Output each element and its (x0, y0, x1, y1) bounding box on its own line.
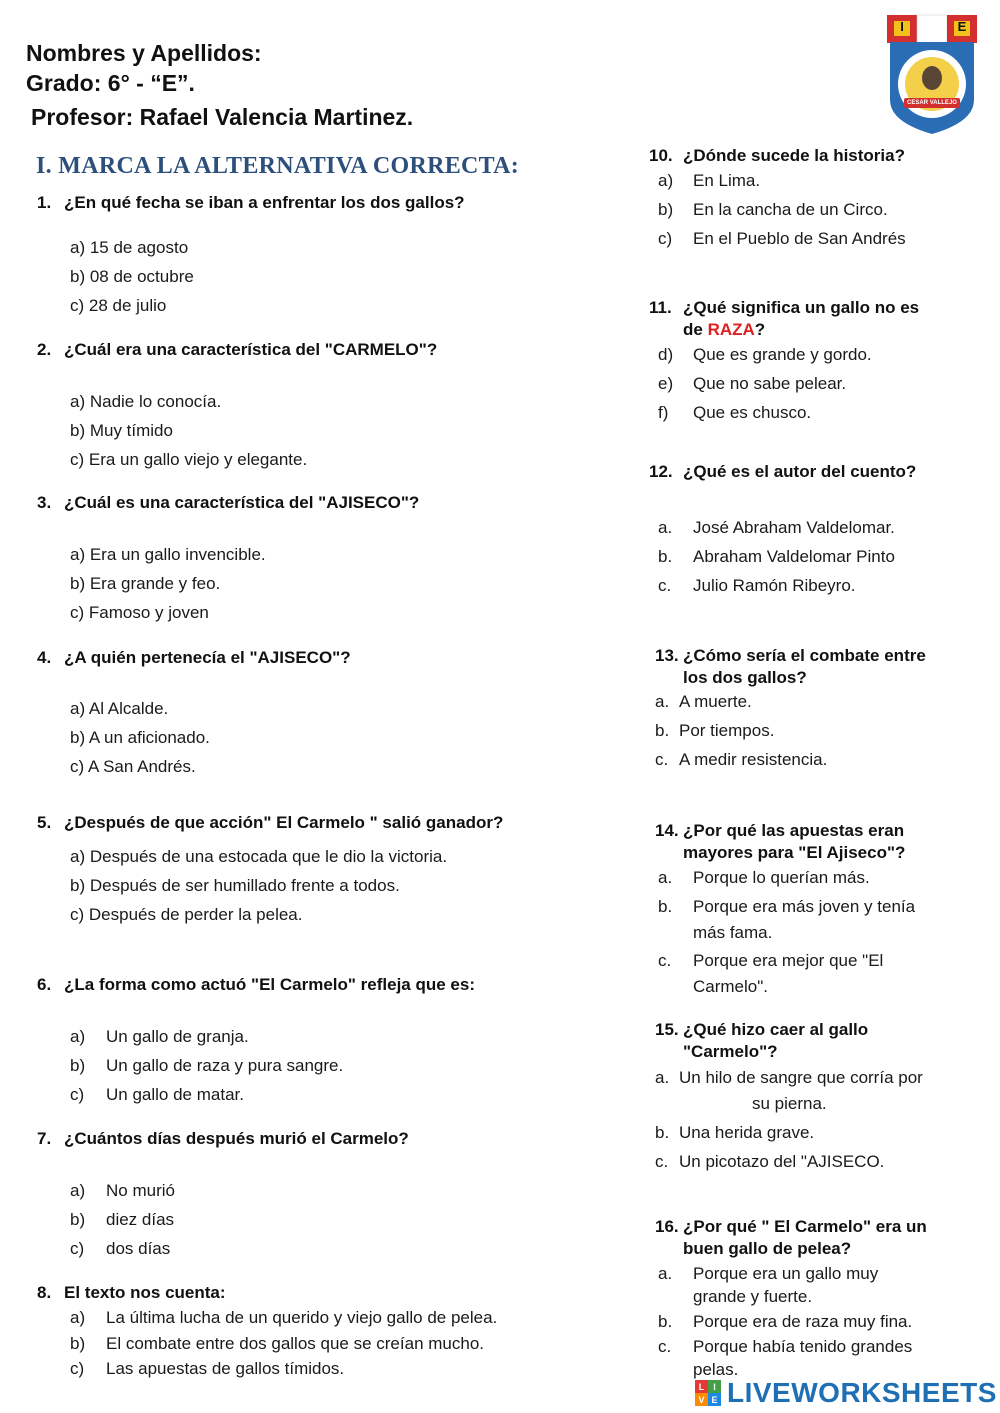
question-10 (649, 145, 905, 167)
option-letter: c) (70, 1239, 85, 1258)
option-letter: b. (658, 1312, 673, 1331)
option-14c[interactable] (658, 950, 883, 998)
option-7b[interactable] (70, 1209, 174, 1231)
option-4b[interactable]: b) A un aficionado. (70, 728, 210, 747)
option-letter: c) (70, 1359, 85, 1378)
question-15 (655, 1019, 868, 1063)
option-10a[interactable] (658, 170, 760, 192)
question-number: 12. (649, 462, 673, 481)
option-letter: a) (70, 1027, 86, 1046)
question-5 (37, 812, 503, 834)
option-letter: d) (658, 345, 674, 364)
option-1c[interactable]: c) 28 de julio (70, 296, 167, 315)
question-14 (655, 820, 905, 864)
logo-letter: L (695, 1380, 708, 1393)
option-11e[interactable] (658, 373, 846, 395)
question-3 (37, 492, 419, 514)
question-1 (37, 192, 465, 214)
option-letter: c) (70, 1085, 85, 1104)
option-13a[interactable] (655, 691, 752, 713)
option-12c[interactable] (658, 575, 856, 597)
option-letter: c. (658, 1337, 672, 1356)
option-letter: b. (658, 897, 673, 916)
option-text: Un picotazo del "AJISECO. (679, 1152, 885, 1171)
option-text: Un gallo de raza y pura sangre. (106, 1056, 344, 1075)
question-text: ¿Después de que acción" El Carmelo " salió ganador? (64, 813, 504, 832)
question-text: ¿Cuántos días después murió el Carmelo? (64, 1129, 409, 1148)
question-number: 7. (37, 1129, 52, 1148)
question-number: 15. (655, 1020, 679, 1039)
option-6c[interactable] (70, 1084, 244, 1106)
question-number: 16. (655, 1217, 679, 1236)
option-text: Un gallo de matar. (106, 1085, 244, 1104)
option-8c[interactable] (70, 1358, 344, 1380)
logo-letter: V (695, 1393, 708, 1406)
option-text-line2: Carmelo". (693, 977, 768, 996)
option-text-line2: más fama. (693, 923, 773, 942)
option-10b[interactable] (658, 199, 888, 221)
school-seal (886, 14, 978, 138)
option-text: Un hilo de sangre que corría por (679, 1068, 923, 1087)
option-text: Por tiempos. (679, 721, 775, 740)
option-text-line2: su pierna. (752, 1094, 827, 1113)
watermark (695, 1378, 997, 1408)
option-letter: b) (70, 1334, 86, 1353)
option-text: Una herida grave. (679, 1123, 815, 1142)
option-text: Porque era de raza muy fina. (693, 1312, 913, 1331)
option-letter: c. (655, 750, 669, 769)
question-number: 2. (37, 340, 52, 359)
question-11 (649, 297, 919, 341)
option-letter: e) (658, 374, 674, 393)
question-text: ¿Por qué " El Carmelo" era un (683, 1217, 927, 1236)
option-letter: a. (658, 518, 673, 537)
question-text: ¿Cuál es una característica del "AJISECO"? (64, 493, 420, 512)
option-7c[interactable] (70, 1238, 170, 1260)
option-16c[interactable] (658, 1336, 912, 1381)
option-15b[interactable] (655, 1122, 814, 1144)
option-letter: f) (658, 403, 669, 422)
option-letter: b) (70, 1210, 86, 1229)
option-text: Que es grande y gordo. (693, 345, 872, 364)
question-number: 13. (655, 646, 679, 665)
question-text-line2: los dos gallos? (683, 668, 807, 687)
question-number: 1. (37, 193, 52, 212)
option-7a[interactable] (70, 1180, 175, 1202)
option-11f[interactable] (658, 402, 811, 424)
question-text-line2: de (683, 320, 708, 339)
question-number: 11. (649, 298, 672, 317)
option-text: En la cancha de un Circo. (693, 200, 888, 219)
question-7 (37, 1128, 409, 1150)
question-12 (649, 461, 916, 483)
option-letter: a. (658, 868, 673, 887)
option-letter: b) (658, 200, 674, 219)
option-text: Que es chusco. (693, 403, 812, 422)
option-14b[interactable] (658, 896, 915, 944)
option-2c[interactable]: c) Era un gallo viejo y elegante. (70, 450, 308, 469)
option-text: No murió (106, 1181, 175, 1200)
option-5a[interactable]: a) Después de una estocada que le dio la victoria. (70, 847, 448, 866)
option-10c[interactable] (658, 228, 906, 250)
option-text: diez días (106, 1210, 175, 1229)
option-letter: b. (655, 1123, 670, 1142)
option-text-line2: pelas. (693, 1360, 739, 1379)
seal-name: CESAR VALLEJO (907, 100, 957, 106)
option-letter: a) (70, 1308, 86, 1327)
option-text: Porque era mejor que "El (693, 951, 884, 970)
question-text: ¿Qué significa un gallo no es (683, 298, 920, 317)
question-8 (37, 1282, 226, 1304)
grade-label: Grado: 6° - “E”. (26, 70, 195, 96)
option-letter: a) (70, 1181, 86, 1200)
option-12a[interactable] (658, 517, 895, 539)
question-text: ¿La forma como actuó "El Carmelo" refleja que es: (64, 975, 476, 994)
option-4c[interactable]: c) A San Andrés. (70, 757, 196, 776)
option-text: Porque había tenido grandes (693, 1337, 913, 1356)
option-letter: c) (658, 229, 673, 248)
option-text: dos días (106, 1239, 171, 1258)
question-text: ¿Por qué las apuestas eran (683, 821, 905, 840)
option-14a[interactable] (658, 867, 870, 889)
question-mark: ? (754, 320, 766, 339)
option-5c[interactable]: c) Después de perder la pelea. (70, 905, 303, 924)
option-text: Julio Ramón Ribeyro. (693, 576, 856, 595)
option-16b[interactable] (658, 1311, 912, 1333)
question-text: El texto nos cuenta: (64, 1283, 226, 1302)
liveworksheets-logo-icon (695, 1380, 721, 1406)
option-text: Abraham Valdelomar Pinto (693, 547, 895, 566)
option-letter: c. (658, 951, 672, 970)
option-letter: a) (658, 171, 674, 190)
option-text: Porque era más joven y tenía (693, 897, 916, 916)
seal-letter-e: E (957, 19, 967, 34)
option-text: El combate entre dos gallos que se creían mucho. (106, 1334, 484, 1353)
option-letter: b. (655, 721, 670, 740)
watermark-text: LIVEWORKSHEETS (727, 1377, 997, 1408)
option-13b[interactable] (655, 720, 774, 742)
option-11d[interactable] (658, 344, 872, 366)
option-1b[interactable]: b) 08 de octubre (70, 267, 194, 286)
option-15c[interactable] (655, 1151, 884, 1173)
option-letter: c. (655, 1152, 669, 1171)
option-2a[interactable]: a) Nadie lo conocía. (70, 392, 222, 411)
question-6 (37, 974, 475, 996)
question-text-line2: mayores para "El Ajiseco"? (683, 843, 906, 862)
option-text: Un gallo de granja. (106, 1027, 249, 1046)
seal-letter-i: I (900, 19, 904, 34)
logo-letter: E (708, 1393, 721, 1406)
option-1a[interactable]: a) 15 de agosto (70, 238, 189, 257)
section-title: I. MARCA LA ALTERNATIVA CORRECTA: (36, 153, 520, 179)
question-2 (37, 339, 437, 361)
option-letter: b) (70, 1056, 86, 1075)
option-letter: a. (655, 1068, 670, 1087)
option-text: Porque era un gallo muy (693, 1264, 879, 1283)
option-3b[interactable]: b) Era grande y feo. (70, 574, 221, 593)
question-16 (655, 1216, 927, 1260)
question-4 (37, 647, 351, 669)
question-number: 5. (37, 813, 52, 832)
option-text: En Lima. (693, 171, 761, 190)
question-number: 14. (655, 821, 679, 840)
question-number: 8. (37, 1283, 52, 1302)
highlight-word: RAZA (707, 320, 755, 339)
option-text: En el Pueblo de San Andrés (693, 229, 906, 248)
question-text: ¿A quién pertenecía el "AJISECO"? (64, 648, 351, 667)
option-letter: b. (658, 547, 673, 566)
option-16a[interactable] (658, 1263, 878, 1308)
option-text: A medir resistencia. (679, 750, 828, 769)
option-12b[interactable] (658, 546, 895, 568)
option-3c[interactable]: c) Famoso y joven (70, 603, 209, 622)
option-text: A muerte. (679, 692, 752, 711)
logo-letter: I (708, 1380, 721, 1393)
option-2b[interactable]: b) Muy tímido (70, 421, 173, 440)
option-text: Las apuestas de gallos tímidos. (106, 1359, 345, 1378)
question-text-line2: "Carmelo"? (683, 1042, 778, 1061)
question-text: ¿Qué hizo caer al gallo (683, 1020, 869, 1039)
option-6b[interactable] (70, 1055, 343, 1077)
option-text: José Abraham Valdelomar. (693, 518, 895, 537)
option-13c[interactable] (655, 749, 827, 771)
option-text: La última lucha de un querido y viejo gallo de pelea. (106, 1308, 498, 1327)
teacher-label: Profesor: Rafael Valencia Martinez. (31, 104, 414, 130)
option-6a[interactable] (70, 1026, 249, 1048)
question-number: 10. (649, 146, 673, 165)
option-8b[interactable] (70, 1333, 484, 1355)
question-number: 3. (37, 493, 52, 512)
question-text-line2: buen gallo de pelea? (683, 1239, 852, 1258)
names-label: Nombres y Apellidos: (26, 40, 262, 66)
question-text: ¿Cuál era una característica del "CARMELO"? (64, 340, 438, 359)
option-text: Que no sabe pelear. (693, 374, 847, 393)
question-13 (655, 645, 926, 689)
option-letter: a. (655, 692, 670, 711)
option-8a[interactable] (70, 1307, 497, 1329)
option-text: Porque lo querían más. (693, 868, 870, 887)
option-4a[interactable]: a) Al Alcalde. (70, 699, 169, 718)
question-text: ¿Dónde sucede la historia? (683, 146, 905, 165)
question-number: 6. (37, 975, 52, 994)
option-5b[interactable]: b) Después de ser humillado frente a todos. (70, 876, 400, 895)
option-letter: a. (658, 1264, 673, 1283)
option-15a[interactable] (655, 1067, 923, 1115)
question-text: ¿Qué es el autor del cuento? (683, 462, 917, 481)
question-text: ¿Cómo sería el combate entre (683, 646, 926, 665)
option-text-line2: grande y fuerte. (693, 1287, 813, 1306)
option-letter: c. (658, 576, 672, 595)
question-number: 4. (37, 648, 52, 667)
option-3a[interactable]: a) Era un gallo invencible. (70, 545, 266, 564)
question-text: ¿En qué fecha se iban a enfrentar los dos gallos? (64, 193, 465, 212)
